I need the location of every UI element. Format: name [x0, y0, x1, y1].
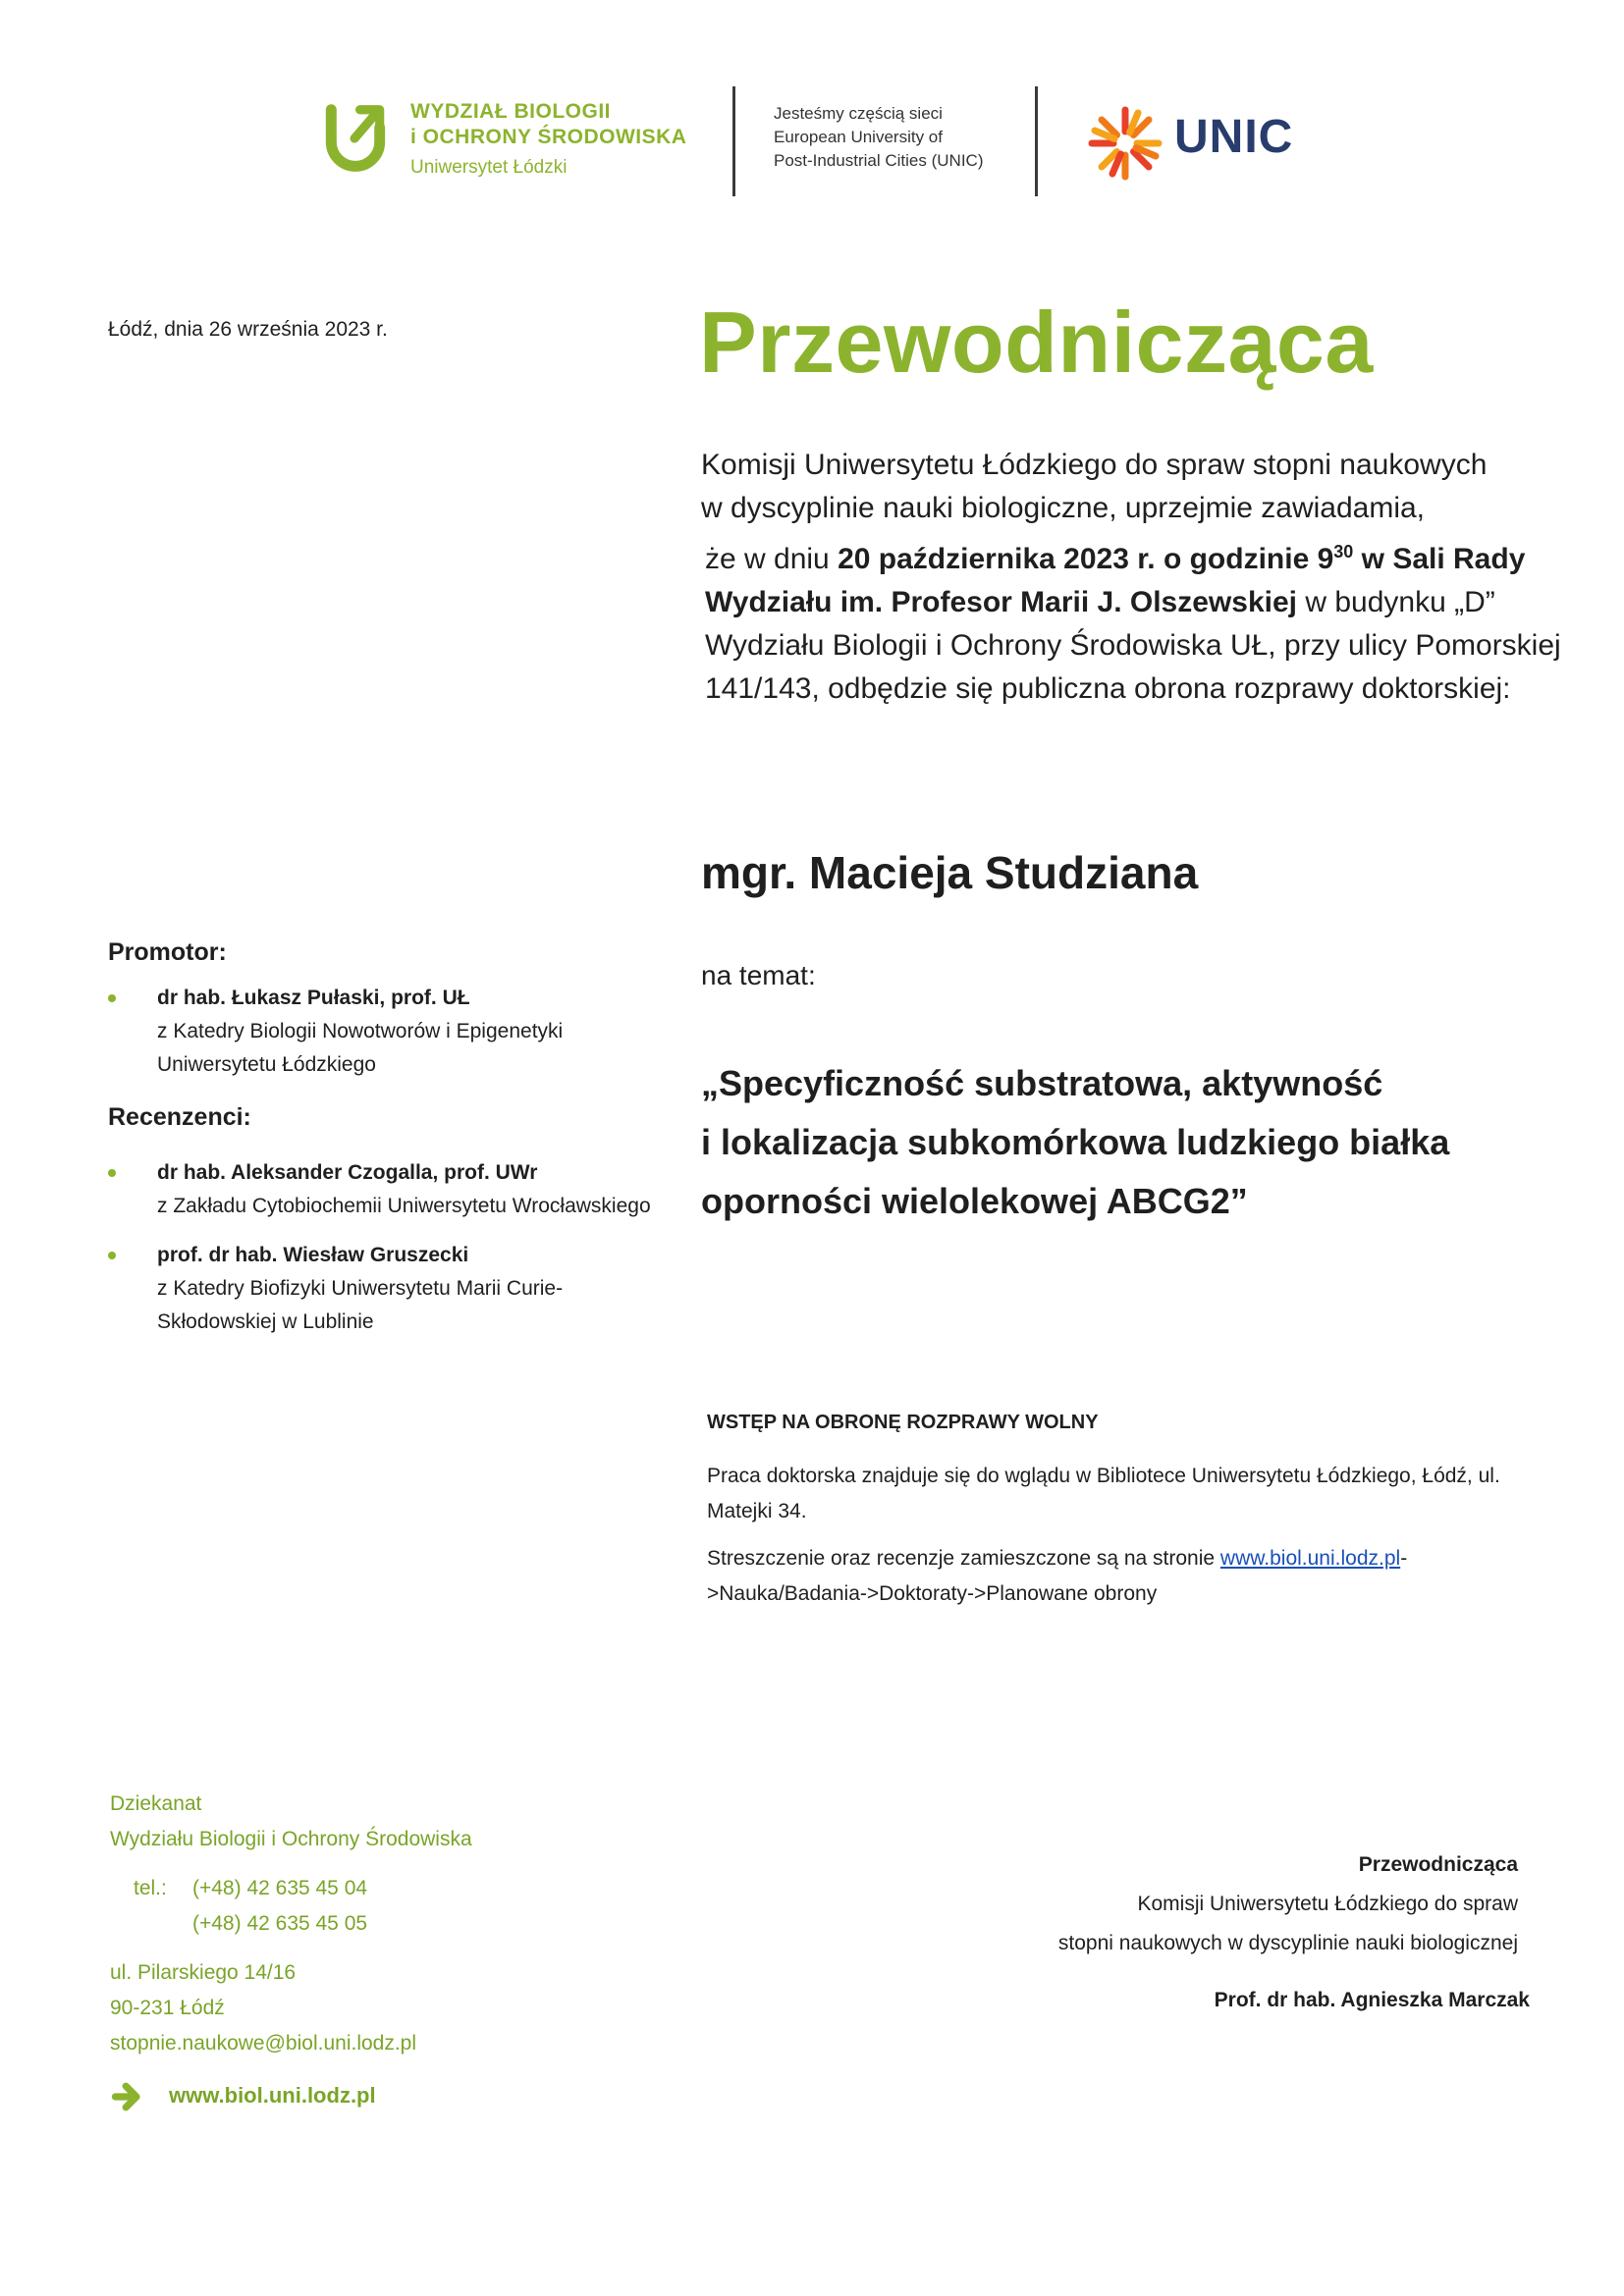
- unic-line-2: European University of: [774, 128, 943, 146]
- university-name: Uniwersytet Łódzki: [410, 157, 568, 178]
- faculty-name-line1: WYDZIAŁ BIOLOGII: [410, 100, 611, 123]
- thesis-title-line-1: „Specyficzność substratowa, aktywność: [701, 1063, 1383, 1103]
- phone-number-1: (+48) 42 635 45 04: [192, 1877, 368, 1899]
- free-entry-heading: WSTĘP NA OBRONĘ ROZPRAWY WOLNY: [707, 1412, 1099, 1433]
- person-name: dr hab. Łukasz Pułaski, prof. UŁ: [157, 987, 470, 1009]
- person-affiliation: z Zakładu Cytobiochemii Uniwersytetu Wrocławskiego: [157, 1195, 651, 1217]
- header-divider-left: [732, 86, 735, 196]
- announcement-intro: [701, 444, 1565, 711]
- topic-label: na temat:: [701, 960, 816, 990]
- defense-time-minutes: 30: [1333, 542, 1354, 561]
- header: [0, 0, 1624, 226]
- bullet-icon: [108, 1169, 116, 1177]
- phone-row-1: [110, 1871, 472, 1906]
- arrow-right-icon: [110, 2079, 145, 2114]
- intro-line-1: Komisji Uniwersytetu Łódzkiego do spraw stopni naukowych: [701, 449, 1488, 481]
- signature-block: [972, 1845, 1530, 2012]
- list-item: [108, 1156, 658, 1223]
- page-title: Przewodnicząca: [699, 294, 1374, 391]
- thesis-title-line-3: oporności wielolekowej ABCG2”: [701, 1181, 1248, 1221]
- summary-text: Streszczenie oraz recenzje zamieszczone są na stronie: [707, 1547, 1220, 1570]
- signature-line-2: stopni naukowych w dyscyplinie nauki biologicznej: [1057, 1932, 1518, 1954]
- intro-paragraph: [701, 530, 1565, 711]
- person-affiliation: z Katedry Biologii Nowotworów i Epigenetyki Uniwersytetu Łódzkiego: [157, 1020, 564, 1076]
- unic-network-text: [774, 102, 984, 173]
- thesis-title: [701, 1054, 1585, 1231]
- phone-number-2: (+48) 42 635 45 05: [192, 1912, 368, 1935]
- thesis-availability: Praca doktorska znajduje się do wglądu w Bibliotece Uniwersytetu Łódzkiego, Łódź, ul. Matejki 34.: [707, 1465, 1500, 1522]
- office-name-line-2: Wydziału Biologii i Ochrony Środowiska: [110, 1828, 472, 1850]
- defense-date: 20 października 2023 r. o godzinie 9: [838, 543, 1334, 575]
- phone-row-2: [110, 1906, 472, 1942]
- bullet-icon: [108, 994, 116, 1002]
- faculty-logo-icon: [324, 100, 387, 177]
- faculty-name-line2: i OCHRONY ŚRODOWISKA: [410, 126, 687, 148]
- promotor-list: [108, 982, 658, 1082]
- signature-title: Przewodnicząca: [1358, 1853, 1518, 1876]
- email-address[interactable]: stopnie.naukowe@biol.uni.lodz.pl: [110, 2032, 417, 2055]
- intro-line-2: w dyscyplinie nauki biologiczne, uprzejmie zawiadamia,: [701, 492, 1426, 524]
- unic-logo-text: UNIC: [1174, 111, 1294, 163]
- faculty-website-link[interactable]: www.biol.uni.lodz.pl: [1219, 1547, 1401, 1570]
- unic-line-3: Post-Industrial Cities (UNIC): [774, 151, 984, 170]
- summary-path: ->Nauka/Badania->Doktoraty->Planowane obrony: [707, 1547, 1408, 1605]
- signature-line-1: Komisji Uniwersytetu Łódzkiego do spraw: [1137, 1893, 1518, 1915]
- unic-sunburst-icon: [1086, 104, 1164, 183]
- person-name: prof. dr hab. Wiesław Gruszecki: [157, 1244, 469, 1266]
- bullet-icon: [108, 1252, 116, 1259]
- list-item: [108, 982, 658, 1082]
- street-address: ul. Pilarskiego 14/16: [110, 1961, 297, 1984]
- intro-text-start: że w dniu: [705, 543, 839, 575]
- phone-label: tel.:: [134, 1877, 167, 1899]
- office-contact: [110, 1787, 472, 2061]
- promotor-heading: Promotor:: [108, 938, 227, 966]
- reviewers-heading: Recenzenci:: [108, 1103, 251, 1131]
- reviewers-list: [108, 1156, 658, 1339]
- thesis-title-line-2: i lokalizacja subkomórkowa ludzkiego białka: [701, 1122, 1450, 1162]
- office-name-line-1: Dziekanat: [110, 1792, 202, 1815]
- header-divider-right: [1035, 86, 1038, 196]
- defense-location: w budynku „D” Wydziału Biologii i Ochrony Środowiska UŁ, przy ulicy Pomorskiej 141/143, odbędzie się publiczna obrona rozprawy doktorskiej:: [705, 586, 1561, 705]
- unic-line-1: Jesteśmy częścią sieci: [774, 104, 943, 123]
- city-address: 90-231 Łódź: [110, 1997, 225, 2019]
- candidate-name: mgr. Macieja Studziana: [701, 847, 1199, 898]
- signatory-name: Prof. dr hab. Agnieszka Marczak: [1214, 1989, 1530, 2011]
- defense-room: w Sali Rady Wydziału im. Profesor Marii J. Olszewskiej: [705, 543, 1526, 618]
- footer-website[interactable]: www.biol.uni.lodz.pl: [169, 2083, 376, 2108]
- summary-note: [707, 1541, 1512, 1612]
- person-affiliation: z Katedry Biofizyki Uniwersytetu Marii Curie-Skłodowskiej w Lublinie: [157, 1277, 564, 1333]
- letter-date: Łódź, dnia 26 września 2023 r.: [108, 318, 388, 341]
- person-name: dr hab. Aleksander Czogalla, prof. UWr: [157, 1161, 538, 1184]
- list-item: [108, 1239, 658, 1339]
